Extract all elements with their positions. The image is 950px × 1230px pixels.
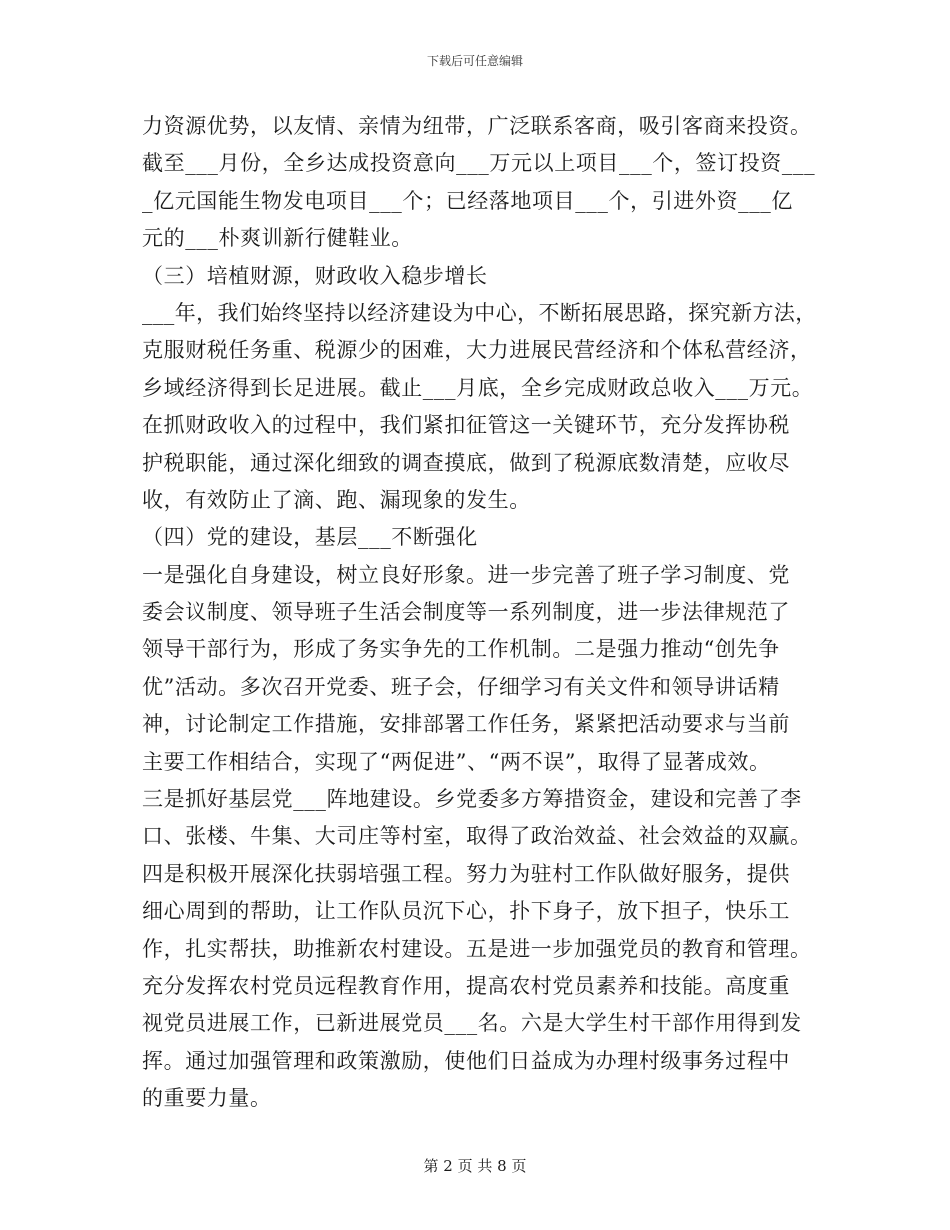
page-header: 下载后可任意编辑 — [426, 54, 523, 68]
text-line: 优”活动。多次召开党委、班子会，仔细学习有关文件和领导讲话精 — [142, 674, 780, 699]
text-line: 克服财税任务重、税源少的困难，大力进展民营经济和个体私营经济， — [142, 338, 812, 363]
text-line: 神，讨论制定工作措施，安排部署工作任务，紧紧把活动要求与当前 — [142, 712, 790, 737]
text-line: 一是强化自身建设，树立良好形象。进一步完善了班子学习制度、党 — [142, 562, 790, 587]
text-line: 收，有效防止了滴、跑、漏现象的发生。 — [142, 487, 531, 512]
text-line: 主要工作相结合，实现了“两促进”、“两不误”，取得了显著成效。 — [142, 749, 771, 774]
text-line: 三是抓好基层党___阵地建设。乡党委多方筹措资金，建设和完善了李 — [142, 787, 802, 812]
text-line: 四是积极开展深化扶弱培强工程。努力为驻村工作队做好服务，提供 — [142, 861, 790, 886]
text-line: 在抓财政收入的过程中，我们紧扣征管这一关键环节，充分发挥协税 — [142, 413, 790, 438]
text-line: 充分发挥农村党员远程教育作用，提高农村党员素养和技能。高度重 — [142, 973, 790, 998]
text-line: 元的___朴爽训新行健鞋业。 — [142, 226, 413, 251]
text-line: 护税职能，通过深化细致的调查摸底，做到了税源底数清楚，应收尽 — [142, 450, 790, 475]
page-number: 第 2 页 共 8 页 — [423, 1157, 527, 1175]
text-line: ___年，我们始终坚持以经济建设为中心，不断拓展思路，探究新方法， — [142, 300, 817, 325]
text-line: 视党员进展工作，已新进展党员___名。六是大学生村干部作用得到发 — [142, 1011, 802, 1036]
section-heading: （四）党的建设，基层___不断强化 — [142, 525, 478, 550]
text-line: 口、张楼、牛集、大司庄等村室，取得了政治效益、社会效益的双赢。 — [142, 824, 812, 849]
section-heading: （三）培植财源，财政收入稳步增长 — [142, 263, 488, 288]
text-line: 力资源优势，以友情、亲情为纽带，广泛联系客商，吸引客商来投资。 — [142, 114, 812, 138]
text-line: _亿元国能生物发电项目___个；已经落地项目___个，引进外资___亿 — [142, 188, 793, 213]
text-line: 挥。通过加强管理和政策激励，使他们日益成为办理村级事务过程中 — [142, 1048, 790, 1073]
text-line: 委会议制度、领导班子生活会制度等一系列制度，进一步法律规范了 — [142, 600, 790, 625]
text-line: 的重要力量。 — [142, 1086, 272, 1111]
text-line: 截至___月份，全乡达成投资意向___万元以上项目___个，签订投资___ — [142, 151, 816, 176]
text-line: 乡域经济得到长足进展。截止___月底，全乡完成财政总收入___万元。 — [142, 375, 814, 400]
document-body — [142, 108, 822, 1118]
text-line: 领导干部行为，形成了务实争先的工作机制。二是强力推动“创先争 — [142, 637, 780, 662]
text-line: 细心周到的帮助，让工作队员沉下心，扑下身子，放下担子，快乐工 — [142, 899, 790, 924]
text-line: 作，扎实帮扶，助推新农村建设。五是进一步加强党员的教育和管理。 — [142, 936, 812, 961]
